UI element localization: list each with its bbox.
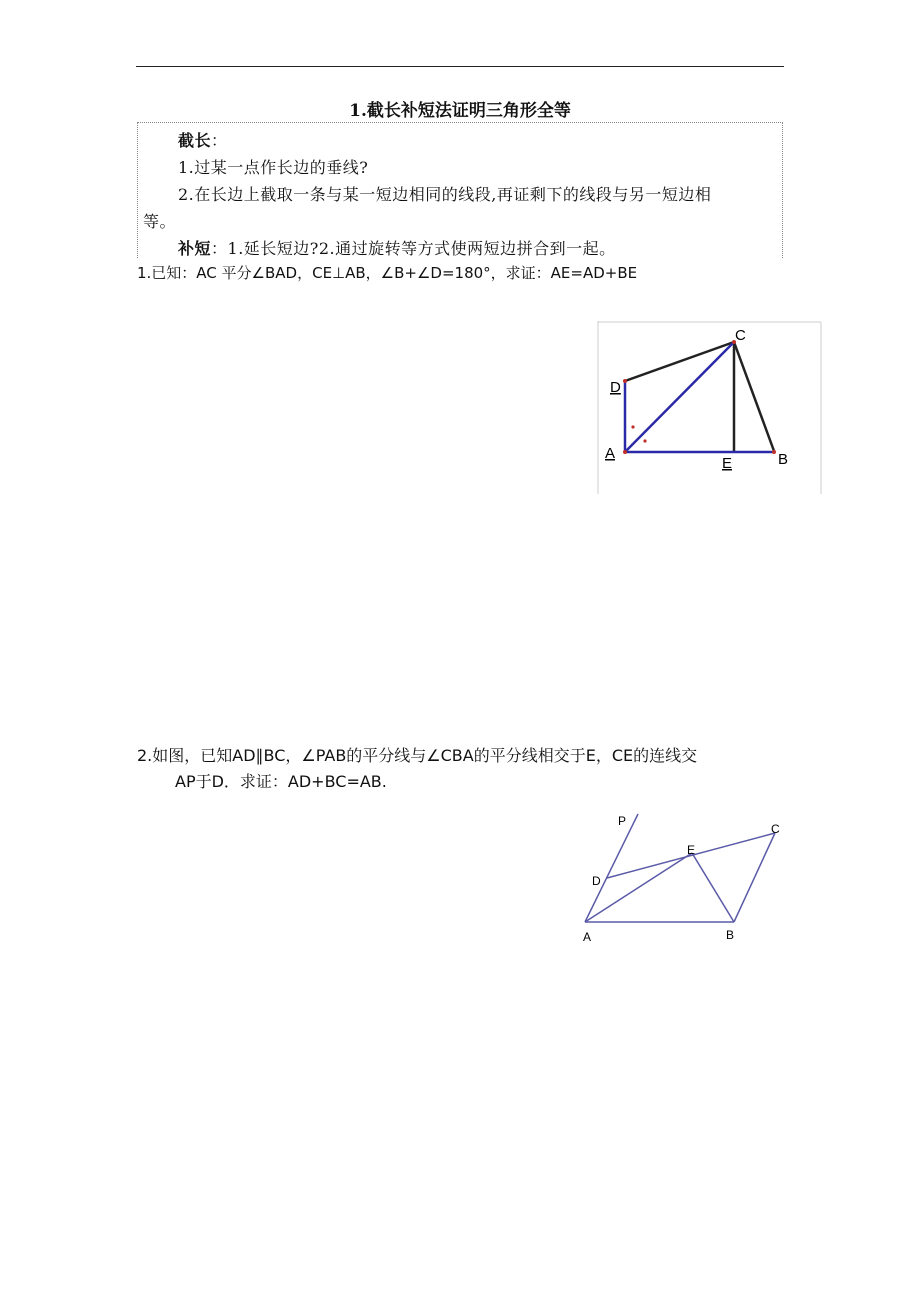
jiechang-label: 截长 xyxy=(178,131,212,150)
segment-EB xyxy=(692,853,734,922)
label-C: C xyxy=(735,327,746,344)
problem2-line2: AP于D．求证：AD+BC=AB. xyxy=(175,772,387,791)
label-A: A xyxy=(605,445,616,462)
problem1-diagram xyxy=(597,321,822,494)
segment-CB xyxy=(734,342,774,451)
problem2-line1: 2.如图，已知AD∥BC，∠PAB的平分线与∠CBA的平分线相交于E，CE的连线交 xyxy=(137,746,698,765)
jiechang-step1: 1.过某一点作长边的垂线? xyxy=(178,158,369,177)
page-title: 1.截长补短法证明三角形全等 xyxy=(349,101,571,121)
segment-AE xyxy=(585,853,692,922)
header-rule xyxy=(136,66,784,67)
label-B: B xyxy=(778,451,789,468)
problem2-diagram xyxy=(575,806,790,946)
angle-mark-1 xyxy=(631,425,634,428)
problem2-figure xyxy=(575,806,790,946)
label-D: D xyxy=(592,874,601,888)
jiechang-colon: ： xyxy=(211,131,228,150)
label-E: E xyxy=(722,455,733,472)
segment-AC xyxy=(625,342,734,452)
buduan-label: 补短 xyxy=(178,239,212,258)
point-D xyxy=(623,379,627,383)
label-A: A xyxy=(583,930,592,944)
buduan-text: ：1.延长短边?2.通过旋转等方式使两短边拼合到一起。 xyxy=(211,239,616,258)
jiechang-step2-line2: 等。 xyxy=(143,212,177,231)
label-P: P xyxy=(618,814,627,828)
problem1-figure xyxy=(597,321,822,494)
point-B xyxy=(772,450,776,454)
segment-BC xyxy=(734,833,775,922)
point-A xyxy=(623,450,627,454)
jiechang-heading xyxy=(178,128,228,151)
label-D: D xyxy=(610,379,621,396)
label-C: C xyxy=(771,822,780,836)
segment-DC xyxy=(625,342,734,381)
label-B: B xyxy=(726,928,735,942)
label-E: E xyxy=(687,843,696,857)
problem1-text: 1.已知：AC 平分∠BAD，CE⊥AB，∠B+∠D=180°，求证：AE=AD+BE xyxy=(137,264,638,282)
jiechang-step2-line1: 2.在长边上截取一条与某一短边相同的线段,再证剩下的线段与另一短边相 xyxy=(178,185,712,204)
angle-mark-2 xyxy=(643,439,646,442)
buduan-line xyxy=(178,236,616,259)
